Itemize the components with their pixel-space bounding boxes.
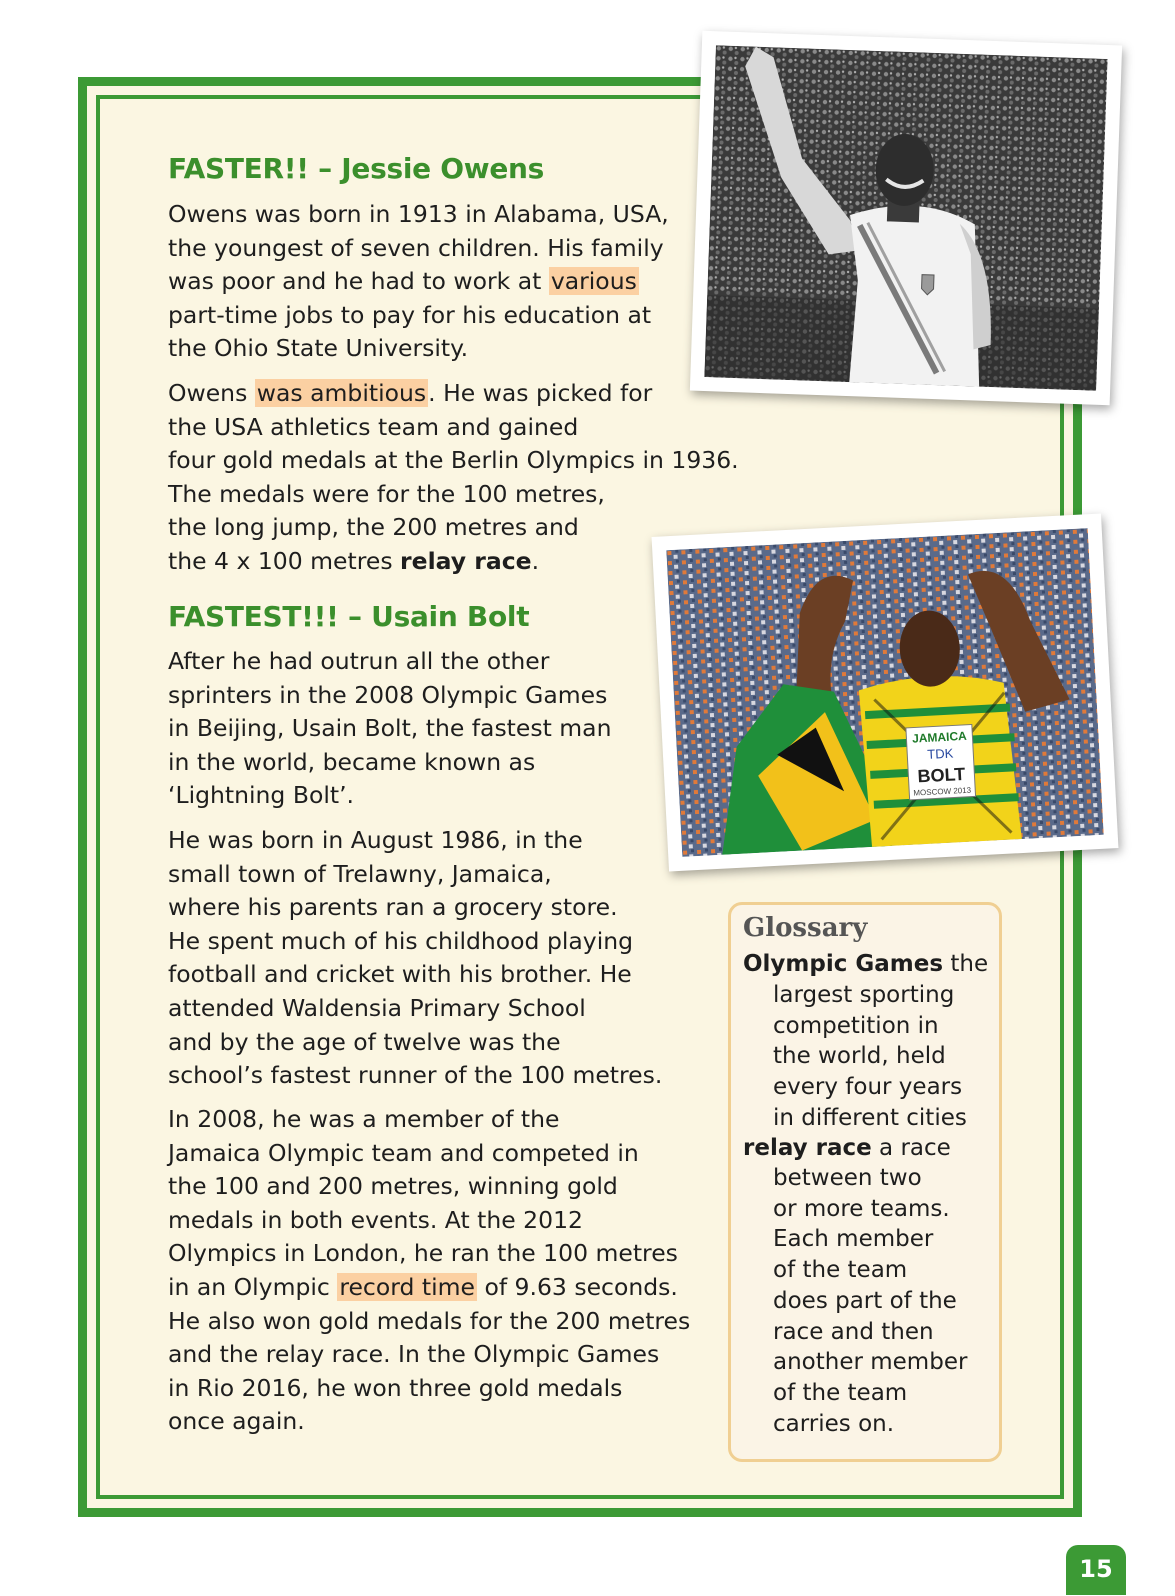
- glossary-term-rest: the: [943, 951, 989, 977]
- bolt-paragraph-2: [168, 824, 662, 1093]
- owens-heading: FASTER!! – Jessie Owens: [168, 152, 545, 185]
- text-line: in the world, became known as: [168, 747, 536, 776]
- glossary-definition-relay-race: [773, 1163, 967, 1439]
- glossary-entry-relay-race: [743, 1133, 951, 1164]
- glossary-term-rest: a race: [871, 1135, 951, 1161]
- text-line: [168, 377, 739, 411]
- text-line: [168, 1271, 690, 1305]
- text-line: four gold medals at the Berlin Olympics in 1936.: [168, 446, 739, 475]
- bolt-photo: [652, 513, 1119, 871]
- definition-line: of the team: [773, 1379, 908, 1406]
- definition-line: every four years: [773, 1074, 963, 1101]
- text-line: He was born in August 1986, in the: [168, 826, 583, 854]
- text-line: school’s fastest runner of the 100 metres.: [168, 1061, 663, 1090]
- text-fragment: Owens: [168, 379, 255, 407]
- definition-line: Each member: [773, 1226, 934, 1253]
- owens-photo-image: [704, 45, 1107, 390]
- bib-name-text: BOLT: [917, 763, 966, 787]
- page-number: 15: [1066, 1545, 1126, 1595]
- definition-line: between two: [773, 1165, 922, 1191]
- text-line: He also won gold medals for the 200 metres: [168, 1306, 691, 1335]
- text-fragment: was poor and he had to work at: [168, 267, 549, 296]
- text-line: the youngest of seven children. His family: [168, 233, 664, 262]
- text-line: medals in both events. At the 2012: [168, 1205, 583, 1234]
- text-line: attended Waldensia Primary School: [168, 993, 586, 1022]
- glossary-definition-olympic-games: [773, 980, 967, 1134]
- text-line: the Ohio State University.: [168, 334, 469, 363]
- highlighted-phrase: was ambitious: [256, 379, 427, 407]
- text-line: football and cricket with his brother. He: [168, 960, 632, 989]
- highlighted-phrase: record time: [339, 1272, 475, 1301]
- owens-paragraph-1: [168, 198, 669, 366]
- bolt-heading: FASTEST!!! – Usain Bolt: [168, 600, 530, 633]
- glossary-term-bold: relay race: [400, 546, 532, 575]
- definition-line: does part of the: [773, 1287, 957, 1314]
- text-fragment: . He was picked for: [428, 379, 653, 407]
- definition-line: another member: [773, 1349, 968, 1376]
- text-line: the USA athletics team and gained: [168, 412, 579, 441]
- text-line: [168, 265, 669, 299]
- text-line: ‘Lightning Bolt’.: [168, 781, 355, 810]
- text-line: and the relay race. In the Olympic Games: [168, 1340, 660, 1369]
- text-line: Olympics in London, he ran the 100 metres: [168, 1239, 678, 1268]
- definition-line: in different cities: [773, 1104, 967, 1131]
- text-line: sprinters in the 2008 Olympic Games: [168, 680, 608, 709]
- text-line: Jamaica Olympic team and competed in: [168, 1138, 639, 1167]
- text-fragment: .: [531, 546, 540, 575]
- glossary-term: Olympic Games: [743, 951, 944, 977]
- definition-line: race and then: [773, 1318, 934, 1345]
- highlighted-word: various: [550, 267, 637, 296]
- text-line: the 100 and 200 metres, winning gold: [168, 1172, 618, 1201]
- owens-photo: [690, 31, 1122, 405]
- definition-line: of the team: [773, 1257, 908, 1284]
- text-line: After he had outrun all the other: [168, 647, 550, 675]
- glossary-box: [728, 902, 1002, 1462]
- text-line: once again.: [168, 1407, 305, 1436]
- text-line: In 2008, he was a member of the: [168, 1105, 560, 1133]
- glossary-term: relay race: [743, 1135, 872, 1161]
- definition-line: carries on.: [773, 1410, 895, 1437]
- definition-line: competition in: [773, 1012, 939, 1039]
- text-line: in Beijing, Usain Bolt, the fastest man: [168, 714, 612, 743]
- text-fragment: of 9.63 seconds.: [476, 1272, 678, 1301]
- text-line: the long jump, the 200 metres and: [168, 513, 579, 542]
- definition-line: largest sporting: [773, 982, 955, 1008]
- text-fragment: in an Olympic: [168, 1272, 338, 1301]
- text-line: Owens was born in 1913 in Alabama, USA,: [168, 200, 669, 228]
- definition-line: or more teams.: [773, 1195, 950, 1222]
- bib-sponsor-text: TDK: [926, 745, 954, 762]
- glossary-title: Glossary: [743, 913, 868, 943]
- text-line: and by the age of twelve was the: [168, 1027, 561, 1056]
- text-line: where his parents ran a grocery store.: [168, 893, 618, 922]
- bolt-photo-image: [666, 528, 1103, 857]
- text-line: in Rio 2016, he won three gold medals: [168, 1373, 623, 1402]
- bolt-paragraph-1: [168, 645, 611, 813]
- text-line: He spent much of his childhood playing: [168, 926, 634, 955]
- text-fragment: the 4 x 100 metres: [168, 546, 401, 575]
- text-line: small town of Trelawny, Jamaica,: [168, 859, 552, 888]
- bib-team-text: JAMAICA: [911, 728, 968, 746]
- bib-event-text: MOSCOW 2013: [913, 785, 972, 798]
- text-line: The medals were for the 100 metres,: [168, 479, 605, 508]
- definition-line: the world, held: [773, 1043, 946, 1070]
- bolt-paragraph-3: [168, 1103, 690, 1439]
- text-line: part-time jobs to pay for his education at: [168, 300, 652, 329]
- glossary-entry-olympic-games: [743, 949, 988, 980]
